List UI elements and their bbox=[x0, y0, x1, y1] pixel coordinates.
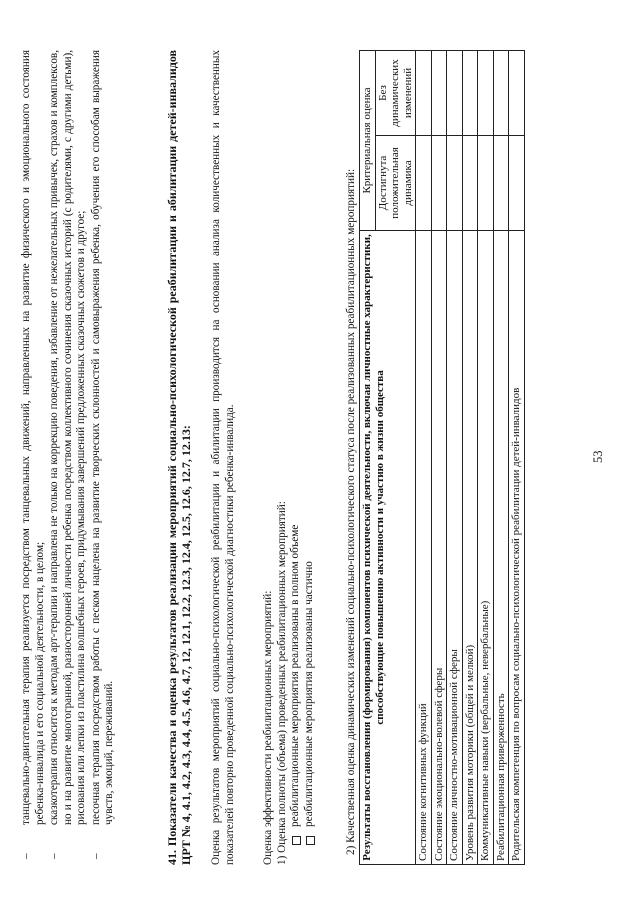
row-label: Коммуникативные навыки (вербальные, невербальные) bbox=[478, 230, 494, 864]
cell-positive[interactable] bbox=[509, 135, 525, 230]
therapy-list bbox=[20, 50, 118, 865]
row-label: Состояние когнитивных функций bbox=[416, 230, 432, 864]
table-row bbox=[478, 51, 494, 865]
therapy-item-text: сказкотерапия относится к методам арт-терапии и направлена не только на коррекцию поведения, избавление от нежелательных привычек, страхов и комплексов, но и на развитие многогранной, разносторонней личности ребенка посредством коллективного сочинения сказочных историй (с родителями, с другими детьми), рисования или лепки из пластилина волшебных героев, придумывания завершений предложенных сказочных сюжетов и другое; bbox=[48, 50, 87, 825]
checkbox[interactable] bbox=[292, 836, 301, 845]
cell-positive[interactable] bbox=[478, 135, 494, 230]
cell-no-change[interactable] bbox=[431, 51, 447, 136]
table-row bbox=[431, 51, 447, 865]
cell-positive[interactable] bbox=[416, 135, 432, 230]
intro-paragraph: Оценка результатов мероприятий социально-психологической реабилитации и абилитации производится на основании анализа количественных и качественных показателей повторно проведенной социально-психологической диагностики ребенка-инвалида. bbox=[210, 50, 236, 865]
cell-positive[interactable] bbox=[462, 135, 478, 230]
row-label: Уровень развития моторики (общей и мелкой) bbox=[462, 230, 478, 864]
table-header-positive: Достигнута положительная динамика bbox=[375, 135, 416, 230]
table-header-no-change: Без динамических изменений bbox=[375, 51, 416, 136]
option-partial bbox=[303, 50, 317, 865]
therapy-item bbox=[90, 50, 117, 865]
therapy-item bbox=[20, 50, 47, 865]
cell-no-change[interactable] bbox=[493, 51, 509, 136]
cell-no-change[interactable] bbox=[447, 51, 463, 136]
cell-positive[interactable] bbox=[431, 135, 447, 230]
table-row bbox=[509, 51, 525, 865]
therapy-item-text: танцевально-двигательная терапия реализуется посредством танцевальных движений, направленных на развитие физического и эмоционального состояния ребенка-инвалида и его социальной деятельности, в целом; bbox=[20, 50, 46, 825]
section-heading: 41. Показатели качества и оценка результатов реализации мероприятий социально-психологической реабилитации и абилитации детей-инвалидов ЦРТ № 4, 4.1, 4.2, 4.3, 4.4, 4.5, 4.6, 4.7, 12, 12.1, 12.2, 12.3, 12.4, 12.5, 12.6, 12.7, 12.13: bbox=[165, 50, 193, 865]
checkbox[interactable] bbox=[306, 836, 315, 845]
cell-no-change[interactable] bbox=[478, 51, 494, 136]
cell-no-change[interactable] bbox=[509, 51, 525, 136]
table-row bbox=[447, 51, 463, 865]
table-row bbox=[462, 51, 478, 865]
evaluation-title: Оценка эффективности реабилитационных мероприятий: bbox=[262, 590, 274, 865]
evaluation-item-1: 1) Оценка полноты (объема) проведенных реабилитационных мероприятий: bbox=[275, 501, 288, 865]
option-label: реабилитационные мероприятия реализованы частично bbox=[302, 561, 315, 827]
row-label: Состояние личностно-мотивационной сферы bbox=[447, 230, 463, 864]
row-label: Родительская компетенция по вопросам социально-психологической реабилитации детей-инвалидов bbox=[509, 230, 525, 864]
dash-bullet: – bbox=[48, 853, 60, 859]
cell-positive[interactable] bbox=[447, 135, 463, 230]
page-number: 53 bbox=[591, 450, 605, 463]
dash-bullet: – bbox=[89, 853, 102, 859]
evaluation-block bbox=[262, 50, 316, 865]
table-row bbox=[493, 51, 509, 865]
therapy-item-text: песочная терапия посредством работы с песком нацелена на развитие творческих склонностей и самовыражения ребенка, обучения его способам выражения чувств, эмоций, переживаний. bbox=[89, 50, 115, 825]
row-label: Состояние эмоционально-волевой сферы bbox=[431, 230, 447, 864]
evaluation-table bbox=[359, 50, 525, 865]
cell-no-change[interactable] bbox=[416, 51, 432, 136]
option-label: реабилитационные мероприятия реализованы в полном объеме bbox=[289, 524, 301, 827]
therapy-item bbox=[48, 50, 89, 865]
dash-bullet: – bbox=[20, 853, 32, 859]
cell-positive[interactable] bbox=[493, 135, 509, 230]
cell-no-change[interactable] bbox=[462, 51, 478, 136]
table-header-criteria: Критериальная оценка bbox=[360, 51, 376, 231]
row-label: Реабилитационная приверженность bbox=[493, 230, 509, 864]
evaluation-item-2: 2) Качественная оценка динамических изменений социально-психологического статуса после реализованных реабилитационных мероприятий: bbox=[345, 168, 357, 855]
table-row bbox=[416, 51, 432, 865]
table-header-results: Результаты восстановления (формирования) компонентов психической деятельности, включая личностные характеристики, способствующие повышению активности и участию в жизни общества bbox=[360, 230, 416, 864]
option-full bbox=[289, 50, 303, 865]
